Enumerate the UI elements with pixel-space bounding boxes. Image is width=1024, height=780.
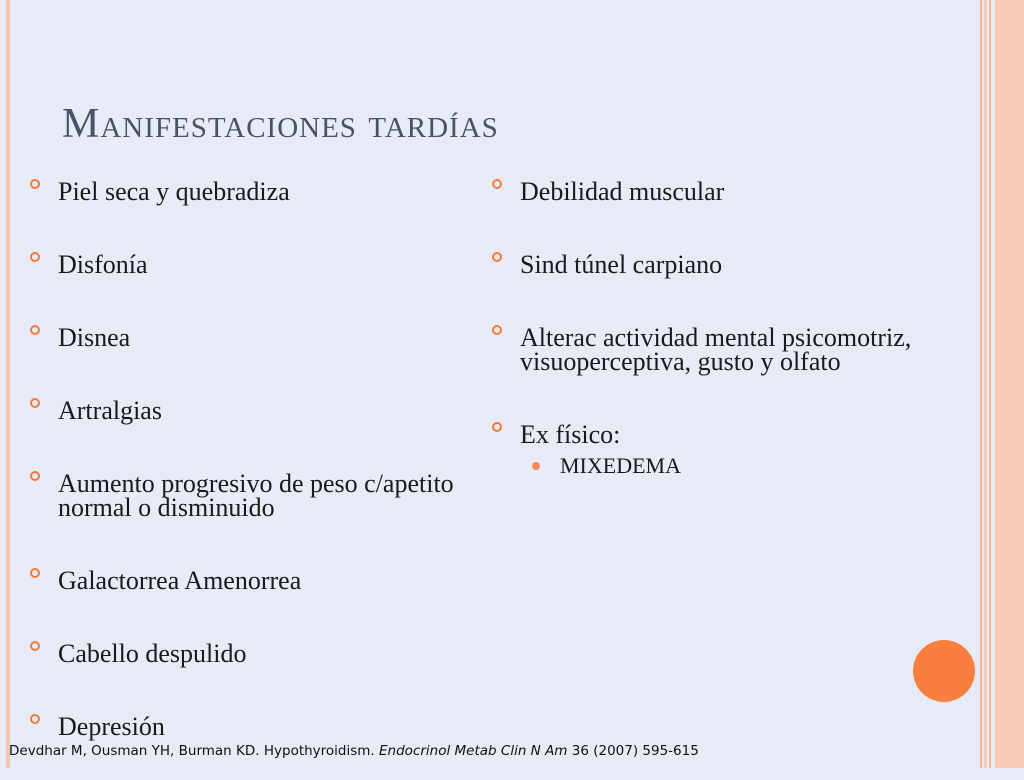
list-item: Cabello despulido	[28, 634, 468, 666]
decorative-orange-circle	[913, 640, 975, 702]
list-item: Debilidad muscular	[490, 172, 980, 204]
right-bullet-list	[490, 172, 980, 520]
list-item: Galactorrea Amenorrea	[28, 561, 468, 593]
bullet-icon	[30, 252, 40, 262]
bullet-icon	[30, 325, 40, 335]
list-item: Disnea	[28, 318, 468, 350]
bullet-icon	[492, 179, 502, 189]
bullet-icon	[30, 568, 40, 578]
left-bullet-list	[28, 172, 468, 780]
list-item: Artralgias	[28, 391, 468, 423]
bullet-icon	[30, 471, 40, 481]
citation: Devdhar M, Ousman YH, Burman KD. Hypothyroidism. Endocrinol Metab Clin N Am 36 (2007) 595-615	[9, 743, 699, 759]
bullet-icon	[492, 422, 502, 432]
bullet-icon	[492, 252, 502, 262]
list-item: Aumento progresivo de peso c/apetito normal o disminuido	[28, 464, 468, 520]
list-item: Disfonía	[28, 245, 468, 277]
decorative-right-stripes	[980, 0, 1024, 768]
sub-list-item: MIXEDEMA	[520, 453, 980, 479]
list-item: Depresión	[28, 707, 468, 739]
list-item: Sind túnel carpiano	[490, 245, 980, 277]
bullet-icon	[492, 325, 502, 335]
list-item: Ex físico: MIXEDEMA	[490, 415, 980, 479]
sub-bullet-icon	[532, 462, 540, 470]
sub-bullet-list	[520, 453, 980, 479]
bullet-icon	[30, 398, 40, 408]
bullet-icon	[30, 179, 40, 189]
left-edge-stripe	[6, 0, 10, 768]
bullet-icon	[30, 641, 40, 651]
list-item: Piel seca y quebradiza	[28, 172, 468, 204]
bullet-icon	[30, 714, 40, 724]
slide-title: Manifestaciones tardías	[62, 101, 499, 147]
list-item: Alterac actividad mental psicomotriz, visuoperceptiva, gusto y olfato	[490, 318, 980, 374]
